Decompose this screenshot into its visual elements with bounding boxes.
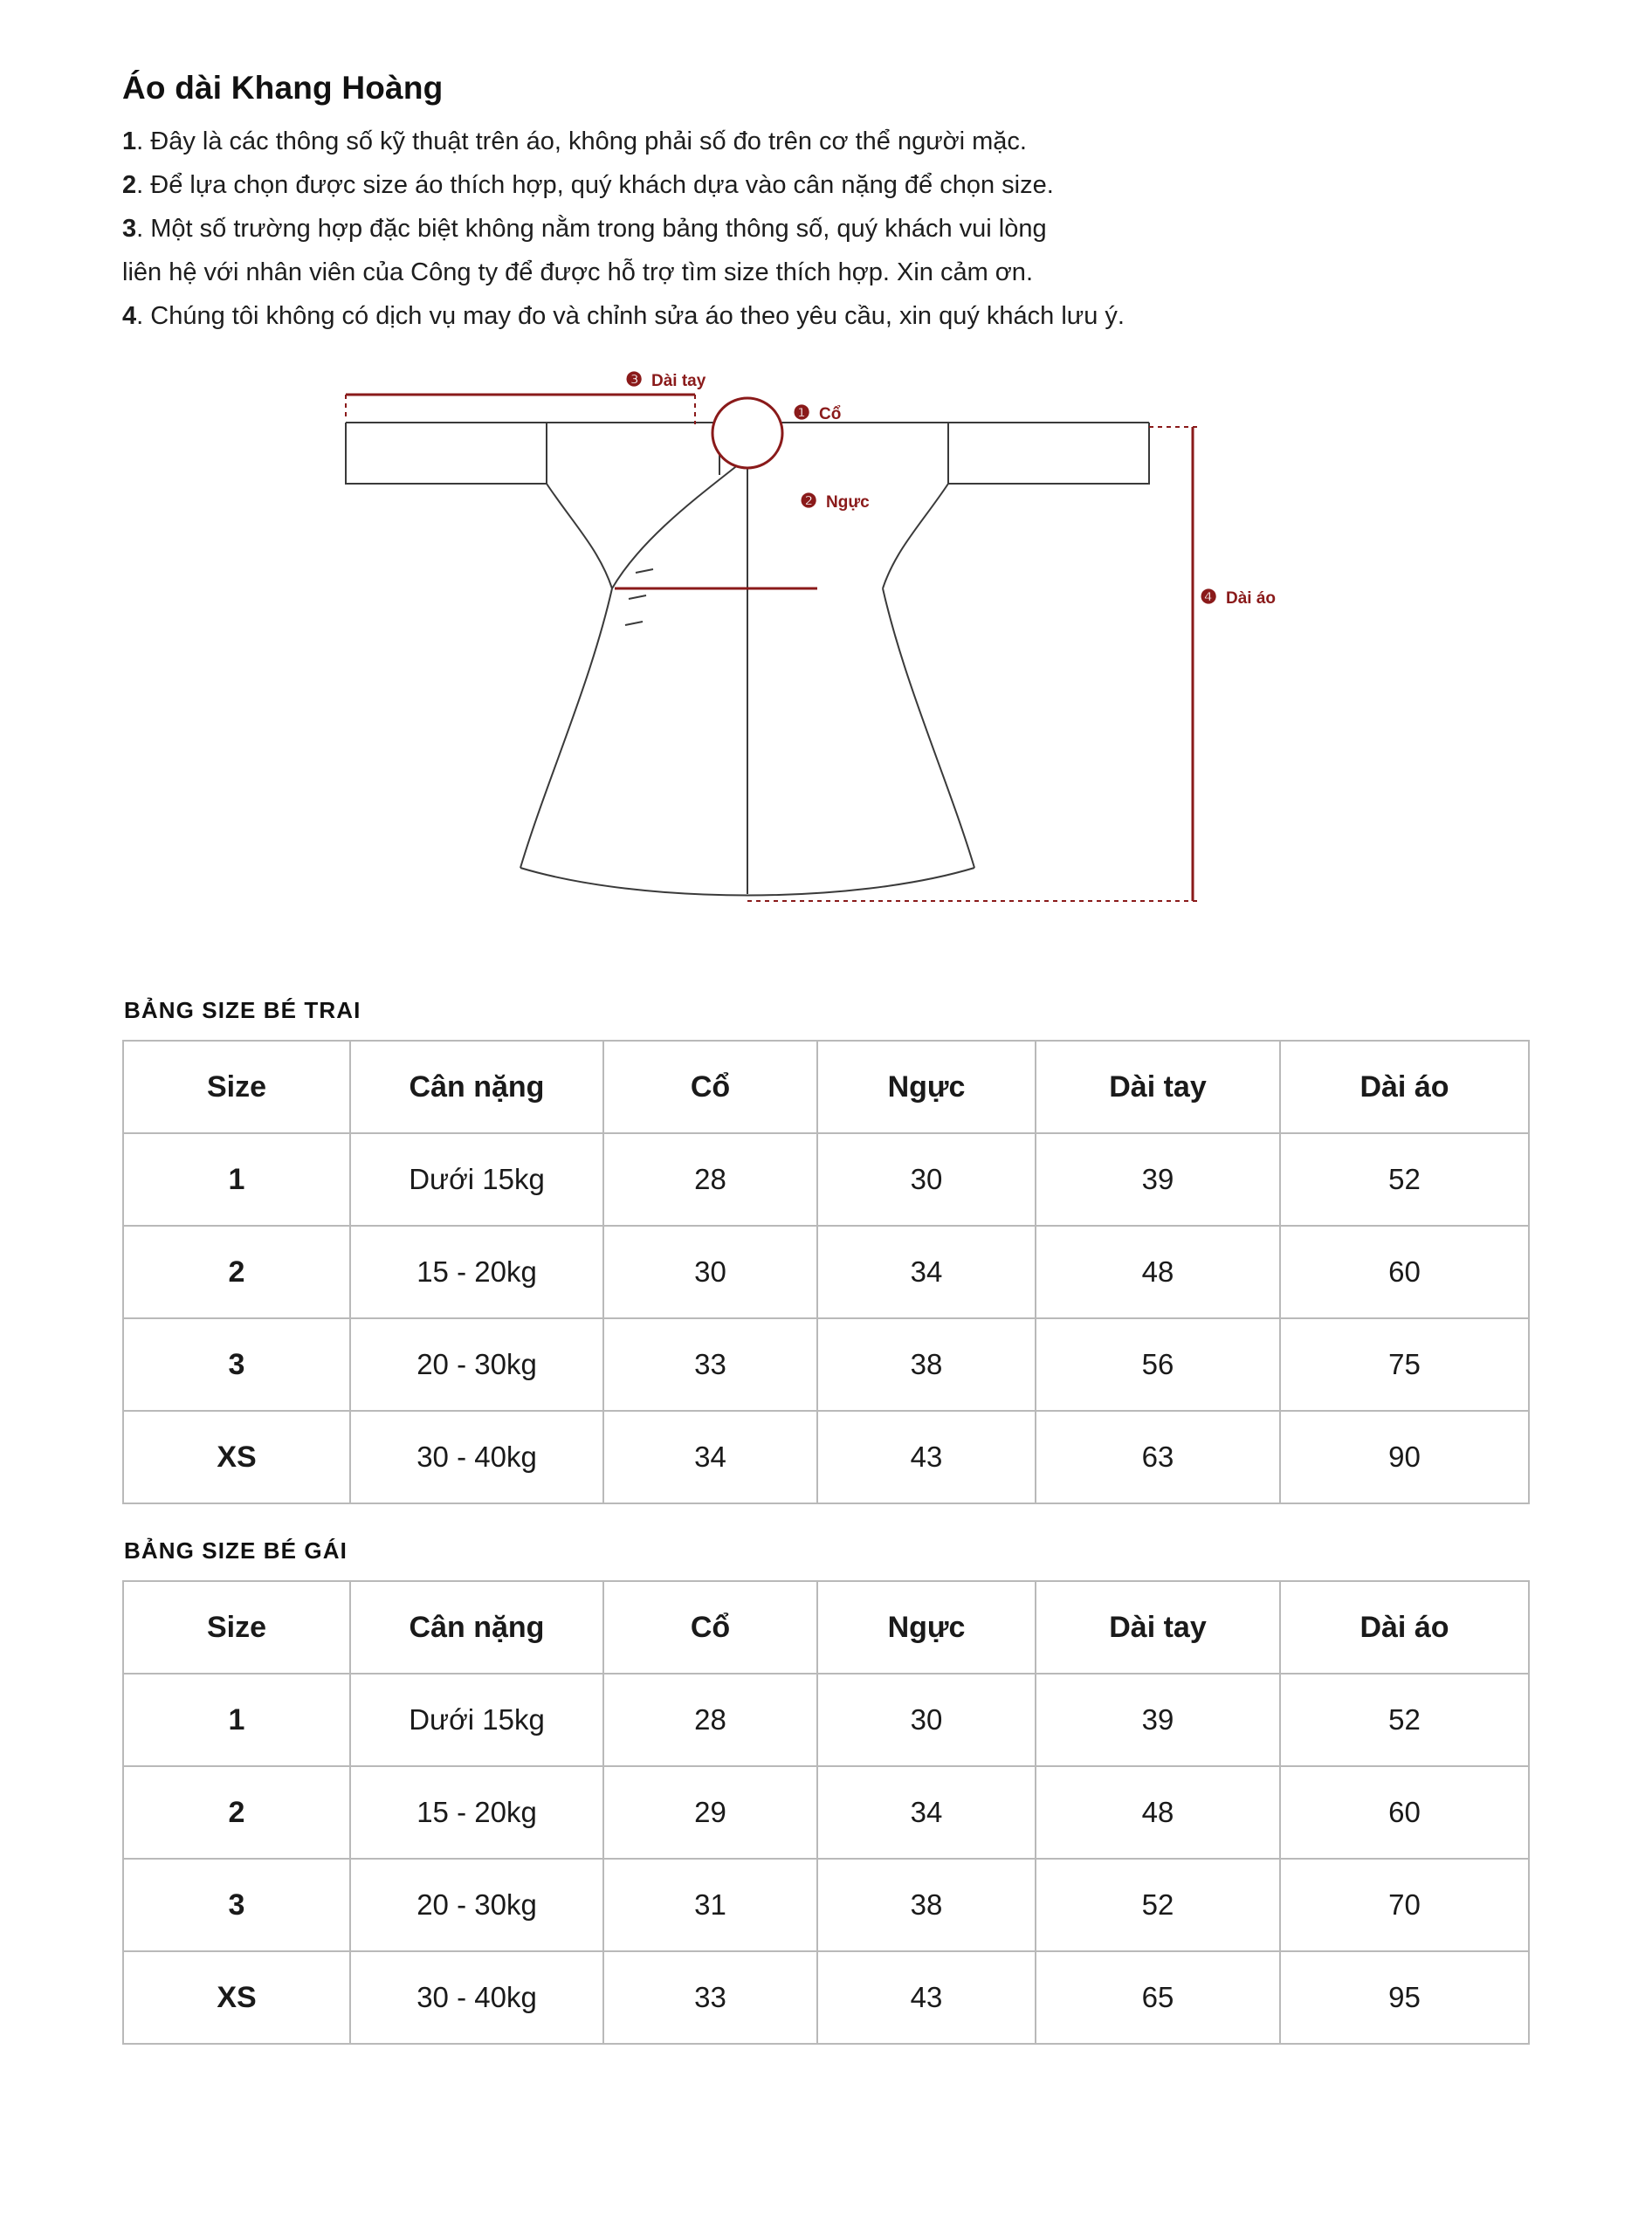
- table-row: [123, 1318, 1529, 1411]
- cell-length: 52: [1280, 1674, 1529, 1766]
- cell-neck: 29: [603, 1766, 817, 1859]
- note-text-2: . Để lựa chọn được size áo thích hợp, quý khách dựa vào cân nặng để chọn size.: [136, 171, 1054, 200]
- cell-sleeve: 48: [1036, 1226, 1280, 1318]
- cell-chest: 38: [817, 1859, 1036, 1951]
- girls-size-table: [122, 1580, 1530, 2045]
- column-header-size: Size: [123, 1041, 350, 1133]
- cell-length: 70: [1280, 1859, 1529, 1951]
- label-sleeve-marker: ❸: [625, 370, 643, 391]
- cell-size: 1: [123, 1674, 350, 1766]
- cell-weight: Dưới 15kg: [350, 1133, 603, 1226]
- table-row: [123, 1674, 1529, 1766]
- cell-neck: 33: [603, 1318, 817, 1411]
- cell-length: 52: [1280, 1133, 1529, 1226]
- cell-chest: 43: [817, 1411, 1036, 1503]
- column-header-length: Dài áo: [1280, 1041, 1529, 1133]
- boys-size-table: [122, 1040, 1530, 1504]
- label-chest-text: Ngực: [826, 493, 870, 512]
- cell-chest: 38: [817, 1318, 1036, 1411]
- cell-size: XS: [123, 1411, 350, 1503]
- cell-neck: 34: [603, 1411, 817, 1503]
- note-number-2: 2: [122, 171, 137, 200]
- note-number-1: 1: [122, 127, 137, 155]
- column-header-neck: Cổ: [603, 1581, 817, 1674]
- cell-chest: 43: [817, 1951, 1036, 2044]
- cell-weight: 20 - 30kg: [350, 1318, 603, 1411]
- cell-sleeve: 63: [1036, 1411, 1280, 1503]
- table-row: [123, 1766, 1529, 1859]
- note-text-3: . Một số trường hợp đặc biệt không nằm trong bảng thông số, quý khách vui lòng: [136, 215, 1047, 244]
- garment-diagram: [122, 370, 1547, 964]
- table-row: [123, 1226, 1529, 1318]
- cell-length: 60: [1280, 1766, 1529, 1859]
- label-sleeve: [625, 370, 706, 390]
- cell-size: 1: [123, 1133, 350, 1226]
- column-header-neck: Cổ: [603, 1041, 817, 1133]
- cell-length: 90: [1280, 1411, 1529, 1503]
- cell-size: 3: [123, 1859, 350, 1951]
- cell-sleeve: 52: [1036, 1859, 1280, 1951]
- label-neck: [793, 402, 841, 423]
- cell-size: XS: [123, 1951, 350, 2044]
- note-text-4: . Chúng tôi không có dịch vụ may đo và chỉnh sửa áo theo yêu cầu, xin quý khách lưu ý.: [136, 302, 1125, 331]
- girls-table-title: BẢNG SIZE BÉ GÁI: [124, 1537, 348, 1564]
- column-header-length: Dài áo: [1280, 1581, 1529, 1674]
- table-header-row: [123, 1581, 1529, 1674]
- cell-neck: 28: [603, 1674, 817, 1766]
- table-header-row: [123, 1041, 1529, 1133]
- cell-chest: 30: [817, 1133, 1036, 1226]
- column-header-weight: Cân nặng: [350, 1581, 603, 1674]
- column-header-chest: Ngực: [817, 1581, 1036, 1674]
- neck-measure-circle: [712, 398, 782, 468]
- label-chest-marker: ❷: [800, 490, 817, 512]
- bottom-spacer: [122, 2045, 1547, 2106]
- cell-weight: 20 - 30kg: [350, 1859, 603, 1951]
- boys-table-title: BẢNG SIZE BÉ TRAI: [124, 997, 361, 1024]
- label-sleeve-text: Dài tay: [651, 372, 706, 391]
- notes-list: [122, 122, 1547, 335]
- cell-neck: 33: [603, 1951, 817, 2044]
- page-title: Áo dài Khang Hoàng: [122, 70, 444, 106]
- label-chest: [800, 490, 870, 512]
- garment-outline: [346, 423, 1149, 896]
- table-row: [123, 1133, 1529, 1226]
- cell-sleeve: 48: [1036, 1766, 1280, 1859]
- note-number-3: 3: [122, 215, 137, 244]
- cell-length: 60: [1280, 1226, 1529, 1318]
- label-neck-marker: ❶: [793, 402, 810, 424]
- table-row: [123, 1411, 1529, 1503]
- cell-neck: 31: [603, 1859, 817, 1951]
- note-text-1: . Đây là các thông số kỹ thuật trên áo, không phải số đo trên cơ thể người mặc.: [136, 127, 1027, 155]
- column-header-chest: Ngực: [817, 1041, 1036, 1133]
- note-item-2: [122, 166, 1547, 204]
- note-item-3: [122, 210, 1547, 248]
- cell-sleeve: 39: [1036, 1133, 1280, 1226]
- cell-neck: 30: [603, 1226, 817, 1318]
- cell-size: 3: [123, 1318, 350, 1411]
- label-length-marker: ❹: [1200, 586, 1217, 609]
- note-item-4: [122, 297, 1547, 335]
- cell-length: 75: [1280, 1318, 1529, 1411]
- garment-diagram-svg: [258, 370, 1411, 964]
- cell-weight: 30 - 40kg: [350, 1411, 603, 1503]
- label-length-text: Dài áo: [1226, 589, 1277, 609]
- cell-sleeve: 39: [1036, 1674, 1280, 1766]
- label-neck-text: Cổ: [819, 405, 842, 424]
- cell-weight: 15 - 20kg: [350, 1226, 603, 1318]
- label-length: [1200, 586, 1276, 608]
- cell-neck: 28: [603, 1133, 817, 1226]
- note-text-3-continued: liên hệ với nhân viên của Công ty để được hỗ trợ tìm size thích hợp. Xin cảm ơn.: [122, 258, 1033, 287]
- cell-chest: 34: [817, 1766, 1036, 1859]
- column-header-size: Size: [123, 1581, 350, 1674]
- cell-sleeve: 65: [1036, 1951, 1280, 2044]
- cell-sleeve: 56: [1036, 1318, 1280, 1411]
- column-header-weight: Cân nặng: [350, 1041, 603, 1133]
- cell-size: 2: [123, 1226, 350, 1318]
- cell-weight: Dưới 15kg: [350, 1674, 603, 1766]
- table-row: [123, 1951, 1529, 2044]
- column-header-sleeve: Dài tay: [1036, 1041, 1280, 1133]
- cell-weight: 30 - 40kg: [350, 1951, 603, 2044]
- note-number-4: 4: [122, 302, 137, 331]
- column-header-sleeve: Dài tay: [1036, 1581, 1280, 1674]
- cell-chest: 34: [817, 1226, 1036, 1318]
- sleeve-measure-line: [346, 395, 695, 424]
- table-row: [123, 1859, 1529, 1951]
- cell-size: 2: [123, 1766, 350, 1859]
- cell-chest: 30: [817, 1674, 1036, 1766]
- cell-weight: 15 - 20kg: [350, 1766, 603, 1859]
- cell-length: 95: [1280, 1951, 1529, 2044]
- note-item-1: [122, 122, 1547, 161]
